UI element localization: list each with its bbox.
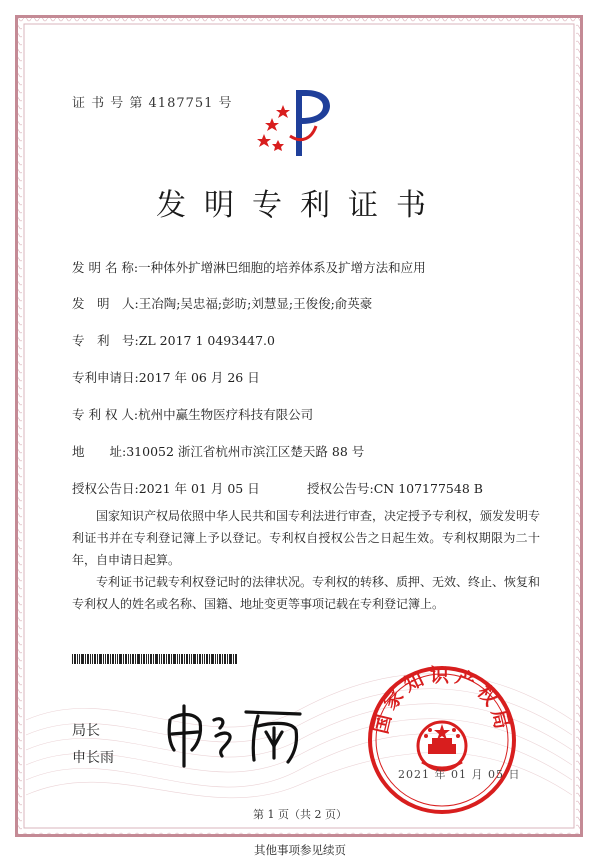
patent-number-value: ZL 2017 1 0493447.0 [138, 333, 275, 348]
address-value: 310052 浙江省杭州市滨江区楚天路 88 号 [126, 444, 365, 459]
director-signature [162, 700, 312, 770]
certificate-title: 发明专利证书 [156, 188, 444, 223]
address-label: 地 址: [72, 444, 127, 459]
address-field [72, 442, 364, 460]
page-number: 第 1 页（共 2 页） [253, 808, 347, 821]
body-paragraph-2: 专利证书记载专利权登记时的法律状况。专利权的转移、质押、无效、终止、恢复和专利权人的姓名或名称、国籍、地址变更等事项记载在专利登记簿上。 [72, 575, 541, 611]
patent-number-field [72, 331, 275, 349]
grant-date-field [72, 479, 260, 497]
grant-date-value: 2021 年 01 月 05 日 [138, 481, 260, 496]
filing-date-field [72, 368, 260, 386]
director-name: 申长雨 [72, 750, 114, 766]
official-seal [366, 664, 521, 816]
invention-name-value: 一种体外扩增淋巴细胞的培养体系及扩增方法和应用 [138, 260, 426, 275]
patentee-label: 专 利 权 人: [72, 407, 139, 422]
body-paragraph-1: 国家知识产权局依照中华人民共和国专利法进行审查，决定授予专利权，颁发发明专利证书并在专利登记簿上予以登记。专利权自授权公告之日起生效。专利权期限为二十年，自申请日起算。 [72, 509, 541, 567]
patentee-value: 杭州中赢生物医疗科技有限公司 [138, 407, 314, 422]
grant-date-label: 授权公告日: [72, 481, 139, 496]
seal-date: 2021 年 01 月 05 日 [398, 768, 521, 781]
patent-number-label: 专 利 号: [72, 333, 139, 348]
grant-number-label: 授权公告号: [307, 481, 374, 496]
inventors-value: 王冶陶;吴忠福;彭昉;刘慧显;王俊俊;俞英豪 [138, 296, 373, 311]
barcode [72, 654, 238, 664]
filing-date-value: 2017 年 06 月 26 日 [138, 370, 260, 385]
national-emblem-icon [418, 722, 466, 770]
inventors-label: 发 明 人: [72, 296, 139, 311]
invention-name-label: 发 明 名 称: [72, 260, 139, 275]
seal-text: 国家知识产权局 [370, 664, 514, 736]
certificate-number: 证 书 号 第 4187751 号 [72, 96, 233, 111]
director-title: 局长 [72, 723, 100, 739]
inventors-field [72, 294, 372, 312]
patentee-field [72, 405, 313, 423]
grant-number-value: CN 107177548 B [373, 481, 483, 496]
grant-number-field [307, 479, 483, 497]
footer-note: 其他事项参见续页 [254, 843, 346, 857]
invention-name-field [72, 258, 426, 276]
filing-date-label: 专利申请日: [72, 370, 139, 385]
cnipa-logo-icon [250, 78, 334, 162]
